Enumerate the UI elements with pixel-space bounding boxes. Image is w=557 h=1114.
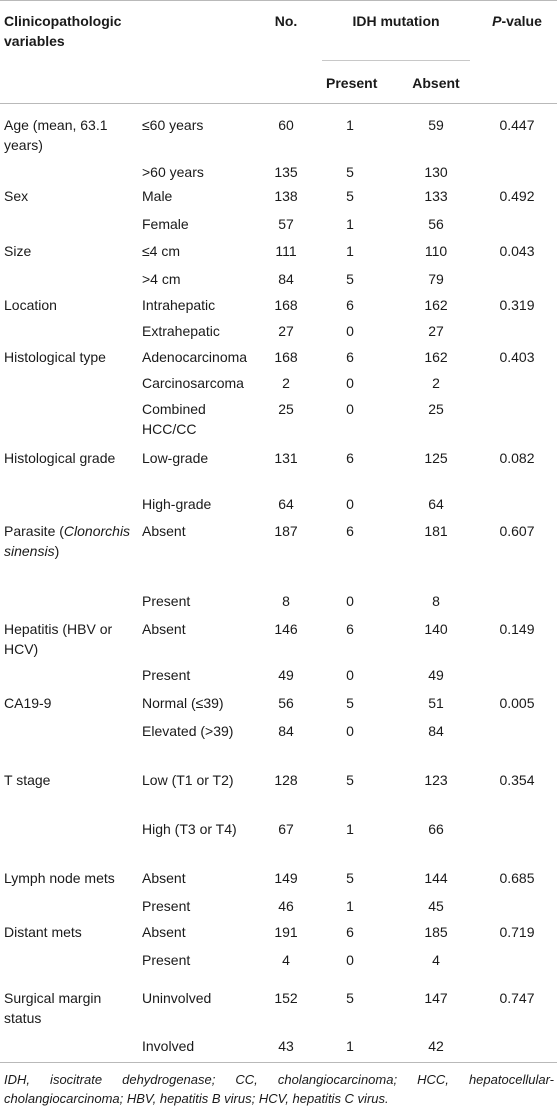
row-p-value: 0.005 <box>499 695 535 711</box>
row-p-value: 0.319 <box>499 297 535 313</box>
row-present: 0 <box>346 952 354 968</box>
row-variable: Age (mean, 63.1 years) <box>4 117 108 153</box>
row-absent: 64 <box>428 496 444 512</box>
row-category: Present <box>142 667 191 683</box>
row-present: 5 <box>346 188 354 204</box>
row-present: 1 <box>346 898 354 914</box>
row-absent: 59 <box>428 117 444 133</box>
row-category: Absent <box>142 870 186 886</box>
row-category: ≤60 years <box>142 117 204 133</box>
row-present: 0 <box>346 667 354 683</box>
row-variable: Location <box>4 297 57 313</box>
row-no: 43 <box>278 1038 294 1054</box>
row-absent: 125 <box>424 450 448 466</box>
row-no: 84 <box>278 271 294 287</box>
row-category: Low (T1 or T2) <box>142 772 234 788</box>
variable-species-italic: Clonorchis sinensis <box>4 523 131 559</box>
row-absent: 162 <box>424 297 448 313</box>
row-no: 84 <box>278 723 294 739</box>
row-variable: Histological grade <box>4 450 116 466</box>
row-category: Present <box>142 593 191 609</box>
row-no: 56 <box>278 695 294 711</box>
row-variable: Distant mets <box>4 924 82 940</box>
row-category: High-grade <box>142 496 212 512</box>
row-absent: 45 <box>428 898 444 914</box>
row-category: Involved <box>142 1038 195 1054</box>
row-p-value: 0.447 <box>499 117 535 133</box>
subheader-rule <box>322 60 470 61</box>
row-no: 128 <box>274 772 298 788</box>
row-no: 27 <box>278 323 294 339</box>
row-absent: 66 <box>428 821 444 837</box>
row-no: 60 <box>278 117 294 133</box>
row-absent: 147 <box>424 990 448 1006</box>
row-no: 191 <box>274 924 298 940</box>
row-absent: 4 <box>432 952 440 968</box>
row-absent: 2 <box>432 375 440 391</box>
variable-text: Parasite ( <box>4 523 64 539</box>
row-category: Extrahepatic <box>142 323 220 339</box>
row-absent: 51 <box>428 695 444 711</box>
row-present: 5 <box>346 695 354 711</box>
row-variable: Lymph node mets <box>4 870 115 886</box>
row-p-value: 0.492 <box>499 188 535 204</box>
row-absent: 110 <box>424 243 448 259</box>
row-variable: Hepatitis (HBV or HCV) <box>4 621 113 657</box>
header-bottom-rule <box>0 103 557 104</box>
row-present: 5 <box>346 164 354 180</box>
variable-text-close: ) <box>54 543 60 559</box>
row-present: 1 <box>346 216 354 232</box>
row-category: Carcinosarcoma <box>142 375 244 391</box>
row-category: Absent <box>142 924 186 940</box>
row-category: Normal (≤39) <box>142 695 224 711</box>
row-present: 0 <box>346 323 354 339</box>
row-p-value: 0.719 <box>499 924 535 940</box>
header-p-rest: -value <box>501 13 542 29</box>
row-category: Low-grade <box>142 450 209 466</box>
row-category: Present <box>142 952 191 968</box>
header-p-value <box>482 11 552 31</box>
row-present: 6 <box>346 450 354 466</box>
row-present: 0 <box>346 593 354 609</box>
row-p-value: 0.149 <box>499 621 535 637</box>
row-no: 146 <box>274 621 298 637</box>
row-present: 6 <box>346 924 354 940</box>
header-no: No. <box>274 13 298 29</box>
row-present: 6 <box>346 349 354 365</box>
row-no: 57 <box>278 216 294 232</box>
row-category: ≤4 cm <box>142 243 181 259</box>
row-present: 5 <box>346 772 354 788</box>
row-no: 152 <box>274 990 298 1006</box>
row-category: >4 cm <box>142 271 181 287</box>
row-no: 25 <box>278 401 294 417</box>
row-absent: 123 <box>424 772 448 788</box>
row-present: 0 <box>346 723 354 739</box>
row-category: Present <box>142 898 191 914</box>
row-present: 5 <box>346 271 354 287</box>
row-absent: 84 <box>428 723 444 739</box>
row-category: >60 years <box>142 164 204 180</box>
row-p-value: 0.082 <box>499 450 535 466</box>
row-no: 64 <box>278 496 294 512</box>
row-absent: 42 <box>428 1038 444 1054</box>
header-present: Present <box>326 75 378 91</box>
row-no: 8 <box>282 593 290 609</box>
row-no: 131 <box>274 450 298 466</box>
row-present: 1 <box>346 243 354 259</box>
row-no: 168 <box>274 349 298 365</box>
row-present: 5 <box>346 870 354 886</box>
row-absent: 79 <box>428 271 444 287</box>
row-variable: Histological type <box>4 349 106 365</box>
row-no: 49 <box>278 667 294 683</box>
row-variable: Size <box>4 243 32 259</box>
row-p-value: 0.043 <box>499 243 535 259</box>
table-footnote: IDH, isocitrate dehydrogenase; CC, cholangiocarcinoma; HCC, hepatocellular-cholangiocarcinoma; HBV, hepatitis B virus; HCV, hepatitis C virus. <box>4 1072 554 1106</box>
bottom-rule <box>0 1062 557 1063</box>
row-present: 6 <box>346 523 354 539</box>
row-category: Male <box>142 188 173 204</box>
row-absent: 133 <box>424 188 448 204</box>
row-absent: 144 <box>424 870 448 886</box>
row-absent: 130 <box>424 164 448 180</box>
row-p-value: 0.607 <box>499 523 535 539</box>
row-variable: T stage <box>4 772 51 788</box>
row-no: 2 <box>282 375 290 391</box>
row-absent: 181 <box>424 523 448 539</box>
row-no: 187 <box>274 523 298 539</box>
row-no: 111 <box>275 243 297 259</box>
row-absent: 185 <box>424 924 448 940</box>
row-category: Female <box>142 216 189 232</box>
row-present: 1 <box>346 1038 354 1054</box>
header-absent: Absent <box>412 75 460 91</box>
row-p-value: 0.685 <box>499 870 535 886</box>
row-no: 67 <box>278 821 294 837</box>
row-absent: 56 <box>428 216 444 232</box>
row-p-value: 0.747 <box>499 990 535 1006</box>
header-idh-mutation: IDH mutation <box>352 13 440 29</box>
row-category: Absent <box>142 523 186 539</box>
row-absent: 162 <box>424 349 448 365</box>
row-present: 6 <box>346 621 354 637</box>
row-no: 46 <box>278 898 294 914</box>
header-p-italic: P <box>492 13 502 29</box>
row-variable: Surgical margin status <box>4 990 102 1026</box>
row-no: 138 <box>274 188 298 204</box>
top-rule <box>0 0 557 1</box>
row-absent: 27 <box>428 323 444 339</box>
row-present: 1 <box>346 821 354 837</box>
row-absent: 25 <box>428 401 444 417</box>
row-absent: 49 <box>428 667 444 683</box>
row-no: 135 <box>274 164 298 180</box>
row-present: 0 <box>346 401 354 417</box>
row-no: 168 <box>274 297 298 313</box>
row-category: Elevated (>39) <box>142 723 234 739</box>
row-category: Adenocarcinoma <box>142 349 248 365</box>
row-present: 0 <box>346 375 354 391</box>
row-no: 4 <box>282 952 290 968</box>
row-category: High (T3 or T4) <box>142 821 237 837</box>
row-no: 149 <box>274 870 298 886</box>
row-variable: Sex <box>4 188 29 204</box>
row-category: Combined HCC/CC <box>142 401 206 437</box>
row-absent: 8 <box>432 593 440 609</box>
row-category: Absent <box>142 621 186 637</box>
row-present: 6 <box>346 297 354 313</box>
row-absent: 140 <box>424 621 448 637</box>
row-present: 5 <box>346 990 354 1006</box>
header-variables: Clinicopathologic variables <box>4 13 122 49</box>
row-category: Intrahepatic <box>142 297 216 313</box>
row-p-value: 0.354 <box>499 772 535 788</box>
row-p-value: 0.403 <box>499 349 535 365</box>
row-present: 0 <box>346 496 354 512</box>
row-variable: CA19-9 <box>4 695 52 711</box>
row-present: 1 <box>346 117 354 133</box>
row-variable <box>4 521 134 561</box>
row-category: Uninvolved <box>142 990 212 1006</box>
